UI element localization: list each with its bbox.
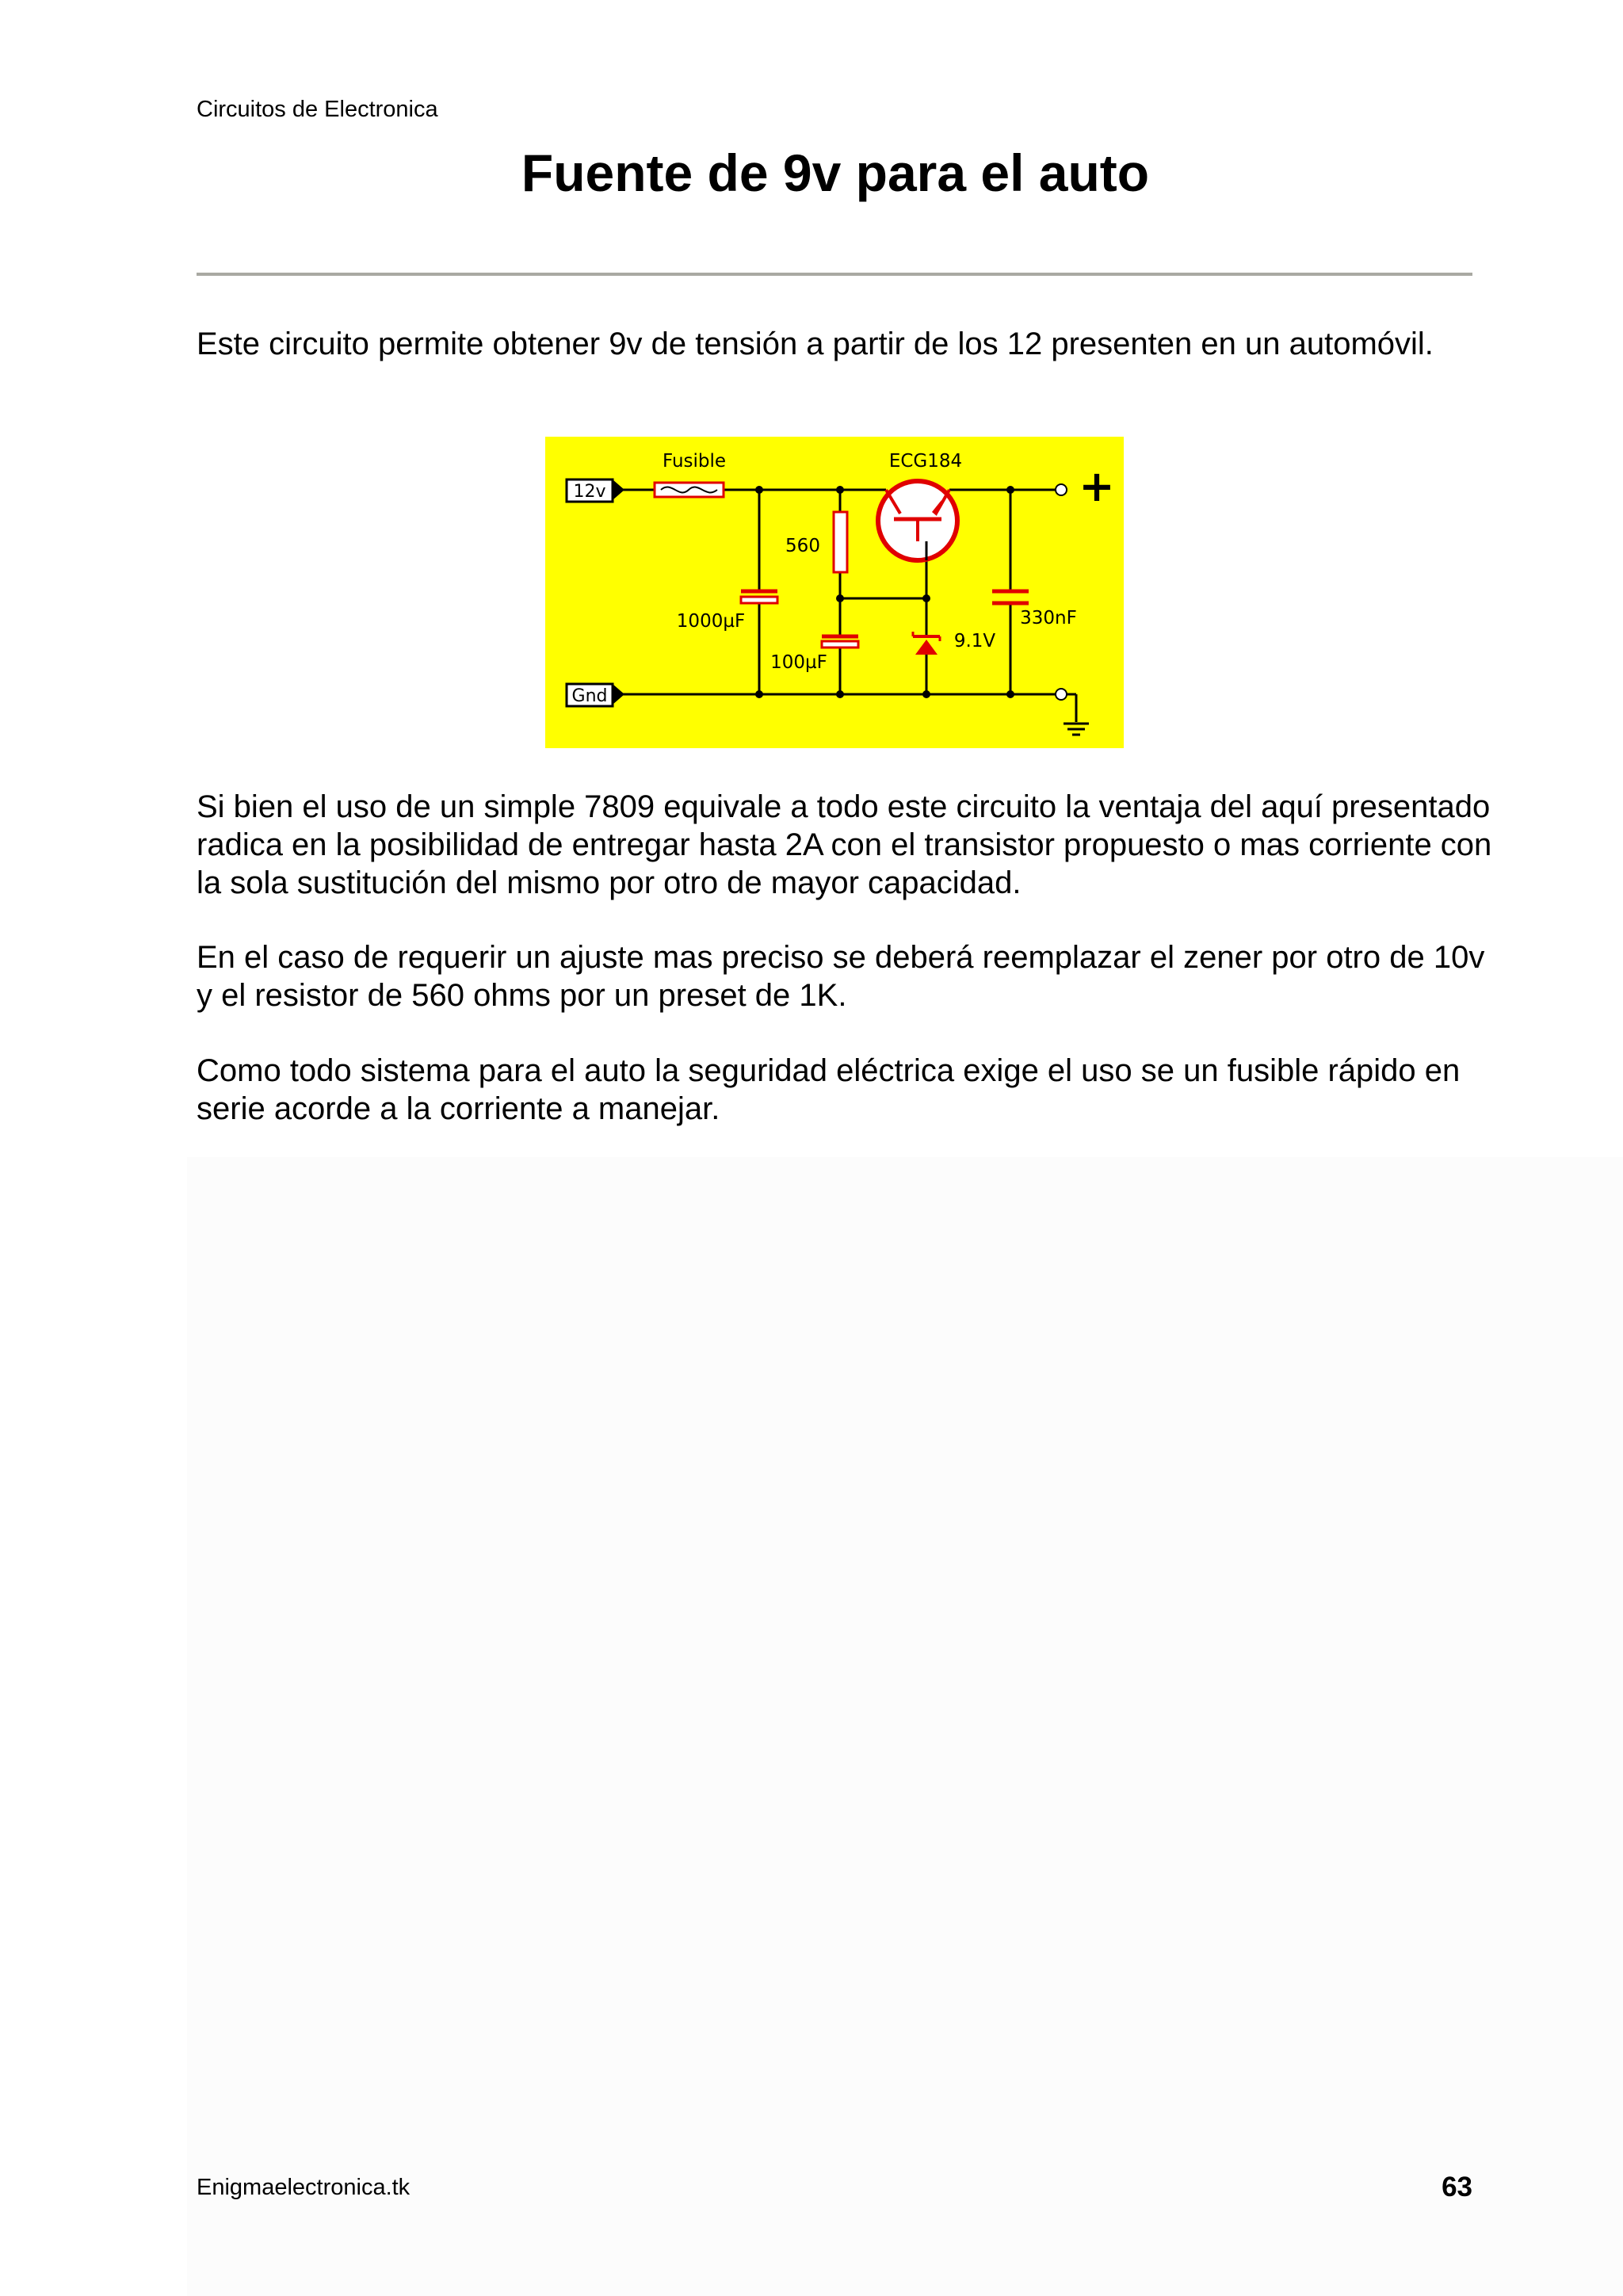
label-cap-100uf: 100µF — [770, 652, 827, 673]
label-12v: 12v — [573, 482, 606, 502]
schematic-background — [545, 437, 1124, 748]
label-gnd: Gnd — [571, 686, 608, 706]
body-paragraph-fuse: Como todo sistema para el auto la seguridad eléctrica exige el uso se un fusible rápido en serie acorde a la corriente a manejar. — [197, 1053, 1461, 1126]
output-negative-terminal — [1056, 689, 1067, 700]
label-zener: 9.1V — [953, 631, 996, 651]
title-divider — [197, 273, 1472, 276]
label-transistor: ECG184 — [888, 451, 963, 472]
page-number: 63 — [1442, 2172, 1472, 2202]
circuit-schematic — [545, 437, 1124, 748]
body-paragraph-7809: Si bien el uso de un simple 7809 equivale a todo este circuito la ventaja del aquí presentado radica en la posibilidad de entregar hasta 2A con el transistor propuesto o mas corriente con la sola sustitución del mismo por otro de mayor capacidad. — [197, 789, 1492, 900]
intro-paragraph: Este circuito permite obtener 9v de tensión a partir de los 12 presenten en un automóvil. — [197, 327, 1434, 361]
label-cap-330nf: 330nF — [1020, 608, 1077, 628]
label-cap-1000uf: 1000µF — [676, 611, 746, 632]
output-plus-sign: + — [1079, 461, 1115, 511]
page-title: Fuente de 9v para el auto — [521, 143, 1150, 202]
output-positive-terminal — [1056, 484, 1067, 495]
transistor-symbol — [878, 451, 962, 560]
page-background-shade — [187, 1157, 1623, 2296]
running-header: Circuitos de Electronica — [197, 97, 438, 122]
footer-site: Enigmaelectronica.tk — [197, 2175, 411, 2200]
body-paragraph-adjust: En el caso de requerir un ajuste mas preciso se deberá reemplazar el zener por otro de 10v y el resistor de 560 ohms por un preset de 1K. — [197, 940, 1485, 1013]
label-fuse: Fusible — [662, 451, 727, 472]
label-resistor: 560 — [785, 536, 820, 556]
